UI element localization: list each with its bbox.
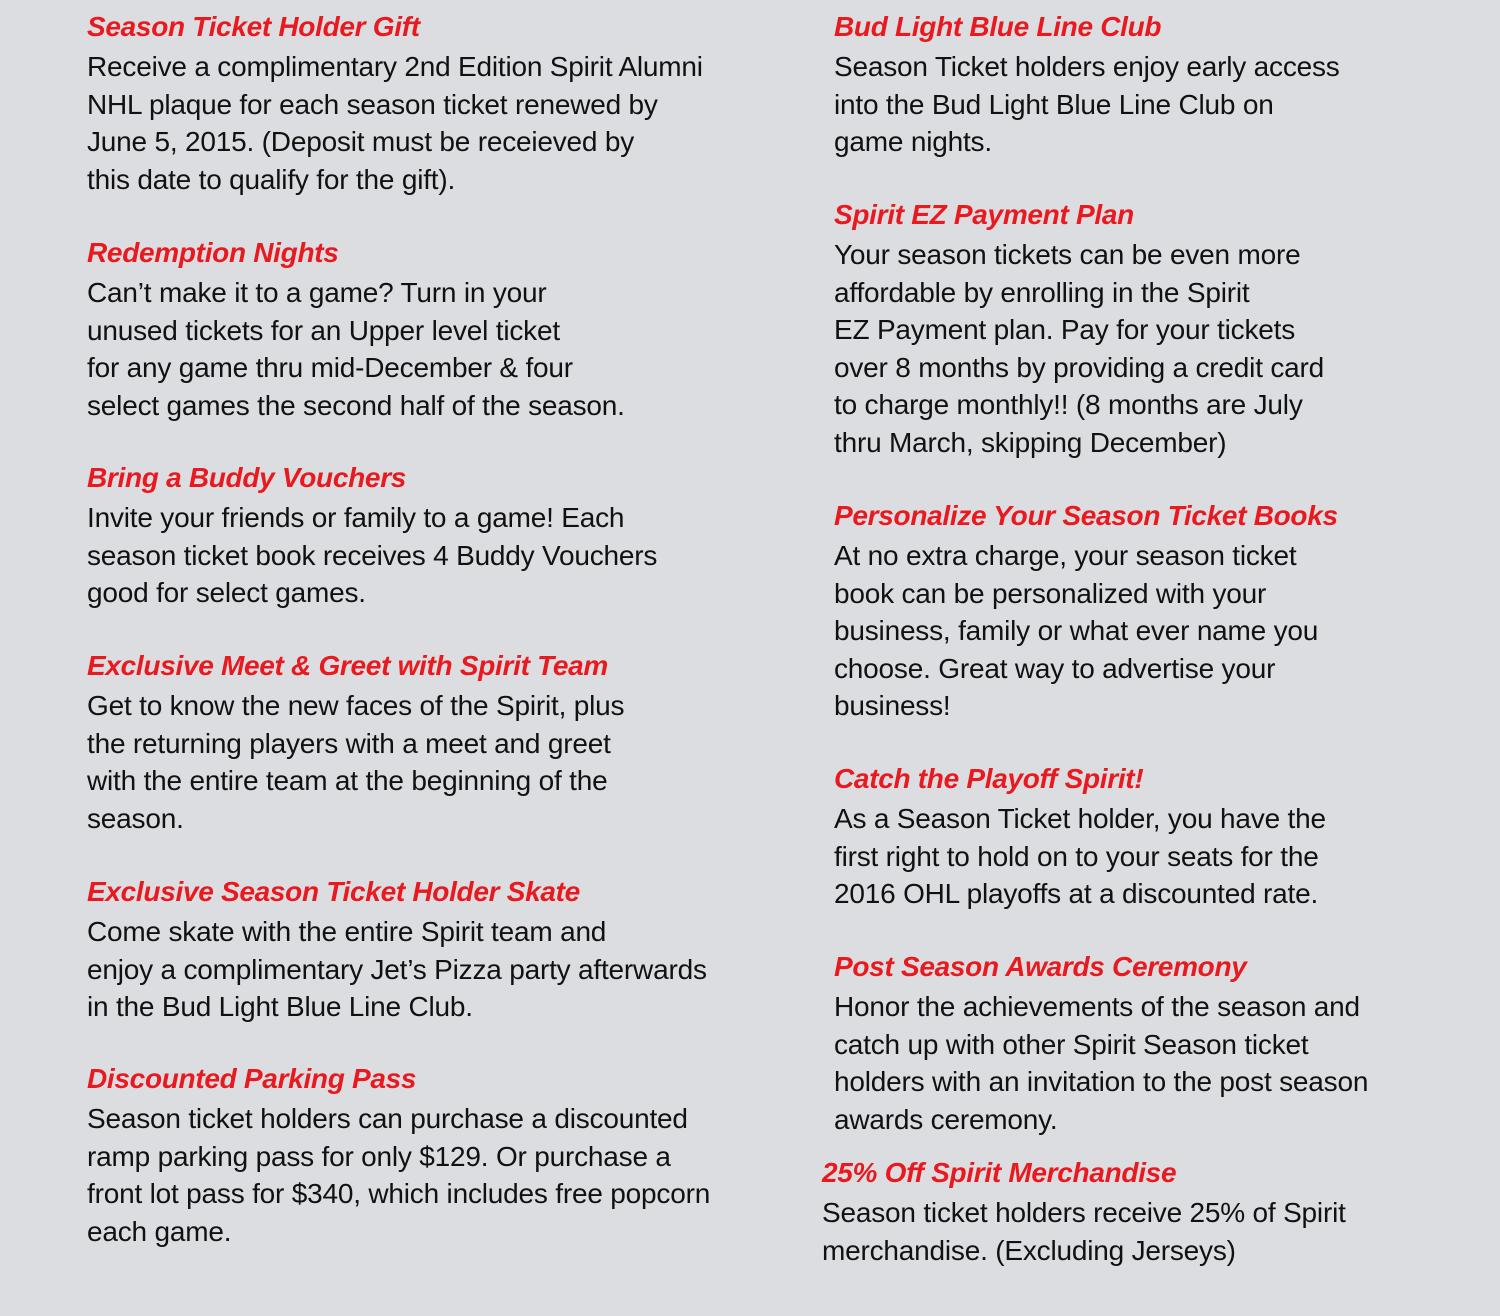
section-heading: Spirit EZ Payment Plan — [834, 199, 1134, 230]
body-line: At no extra charge, your season ticket — [834, 540, 1297, 571]
body-line: June 5, 2015. (Deposit must be receieved by — [87, 126, 635, 158]
body-line: thru March, skipping December) — [834, 426, 1227, 458]
section-body — [834, 800, 1326, 913]
section-heading: Bring a Buddy Vouchers — [87, 462, 407, 493]
section-body — [834, 537, 1338, 725]
body-line: Season ticket holders receive 25% of Spirit — [822, 1197, 1346, 1228]
body-line: Come skate with the entire Spirit team and — [87, 916, 607, 947]
section-body — [87, 274, 625, 424]
body-line: 2016 OHL playoffs at a discounted rate. — [834, 878, 1319, 910]
section-heading: Exclusive Meet & Greet with Spirit Team — [87, 650, 608, 681]
section-heading: Personalize Your Season Ticket Books — [834, 500, 1338, 531]
body-line: Season Ticket holders enjoy early access — [834, 51, 1340, 82]
body-line: first right to hold on to your seats for the — [834, 840, 1319, 872]
section-ez-payment-plan — [834, 199, 1324, 462]
section-bud-light-blue-line-club — [834, 11, 1340, 161]
body-line: in the Bud Light Blue Line Club. — [87, 991, 473, 1023]
body-line: Can’t make it to a game? Turn in your — [87, 277, 547, 308]
body-line: Season ticket holders can purchase a discounted — [87, 1103, 688, 1134]
section-heading: Catch the Playoff Spirit! — [834, 763, 1144, 794]
body-line: to charge monthly!! (8 months are July — [834, 389, 1303, 421]
body-line: choose. Great way to advertise your — [834, 652, 1276, 684]
section-body — [87, 1100, 710, 1250]
section-heading: Post Season Awards Ceremony — [834, 951, 1247, 982]
body-line: with the entire team at the beginning of the — [87, 765, 608, 797]
body-line: unused tickets for an Upper level ticket — [87, 314, 560, 346]
section-heading: Redemption Nights — [87, 237, 339, 268]
body-line: merchandise. (Excluding Jerseys) — [822, 1234, 1236, 1266]
section-season-ticket-holder-gift — [87, 11, 703, 198]
body-line: ramp parking pass for only $129. Or purchase a — [87, 1140, 671, 1172]
section-heading: Bud Light Blue Line Club — [834, 11, 1162, 42]
section-discounted-parking-pass — [87, 1063, 710, 1250]
section-meet-and-greet — [87, 650, 624, 837]
body-line: the returning players with a meet and greet — [87, 727, 611, 759]
body-line: business, family or what ever name you — [834, 615, 1319, 647]
section-redemption-nights — [87, 237, 625, 424]
section-merchandise-discount — [822, 1157, 1346, 1269]
section-heading: 25% Off Spirit Merchandise — [822, 1157, 1177, 1188]
body-line: business! — [834, 690, 951, 722]
section-heading: Season Ticket Holder Gift — [87, 11, 420, 42]
section-post-season-awards — [834, 951, 1368, 1138]
body-line: catch up with other Spirit Season ticket — [834, 1028, 1309, 1060]
section-body — [87, 687, 624, 837]
body-line: EZ Payment plan. Pay for your tickets — [834, 314, 1296, 346]
body-line: affordable by enrolling in the Spirit — [834, 276, 1250, 308]
body-line: this date to qualify for the gift). — [87, 163, 456, 195]
body-line: NHL plaque for each season ticket renewed by — [87, 88, 658, 120]
body-line: enjoy a complimentary Jet’s Pizza party afterwards — [87, 953, 707, 985]
section-body — [87, 48, 703, 198]
body-line: season ticket book receives 4 Buddy Vouchers — [87, 539, 658, 571]
body-line: good for select games. — [87, 577, 366, 609]
body-line: book can be personalized with your — [834, 577, 1267, 609]
section-catch-the-playoff-spirit — [834, 763, 1326, 913]
section-body — [834, 236, 1324, 462]
section-heading: Discounted Parking Pass — [87, 1063, 417, 1094]
body-line: Get to know the new faces of the Spirit, plus — [87, 690, 625, 721]
body-line: Invite your friends or family to a game! Each — [87, 502, 625, 533]
body-line: front lot pass for $340, which includes free popcorn — [87, 1178, 711, 1210]
body-line: select games the second half of the season. — [87, 389, 625, 421]
body-line: over 8 months by providing a credit card — [834, 351, 1325, 383]
section-heading: Exclusive Season Ticket Holder Skate — [87, 876, 580, 907]
section-body — [834, 48, 1340, 161]
body-line: each game. — [87, 1215, 232, 1247]
section-body — [87, 913, 707, 1026]
section-personalize-ticket-books — [834, 500, 1338, 725]
body-line: game nights. — [834, 126, 992, 158]
body-line: As a Season Ticket holder, you have the — [834, 803, 1326, 834]
section-body — [87, 499, 657, 612]
body-line: Your season tickets can be even more — [834, 239, 1301, 270]
body-line: season. — [87, 802, 184, 834]
body-line: into the Bud Light Blue Line Club on — [834, 88, 1274, 120]
body-line: Receive a complimentary 2nd Edition Spirit Alumni — [87, 51, 703, 82]
section-holder-skate — [87, 876, 707, 1026]
body-line: Honor the achievements of the season and — [834, 991, 1360, 1022]
section-body — [834, 988, 1368, 1138]
section-bring-a-buddy-vouchers — [87, 462, 657, 612]
section-body — [822, 1194, 1346, 1269]
body-line: holders with an invitation to the post season — [834, 1066, 1369, 1098]
body-line: for any game thru mid-December & four — [87, 352, 573, 384]
body-line: awards ceremony. — [834, 1103, 1058, 1135]
